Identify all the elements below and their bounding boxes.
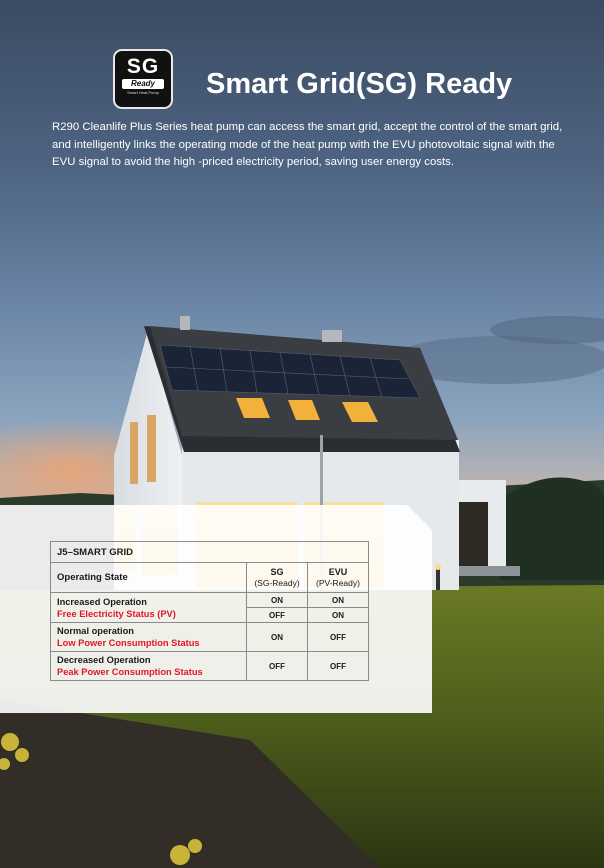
evu-value: ON [308,593,369,608]
row-status: Low Power Consumption Status [57,638,200,648]
table-caption: J5–SMART GRID [51,542,369,563]
row-name: Normal operation [57,626,134,636]
header-sg-sub: (SG-Ready) [254,577,300,588]
header-evu-label: EVU [328,566,348,577]
row-name: Increased Operation [57,596,147,607]
table-row [51,652,369,681]
row-label-cell [51,652,247,681]
header-sg-label: SG [270,566,284,577]
sg-value: ON [247,623,308,652]
smart-grid-table [50,541,369,681]
table-header-row [51,563,369,593]
sg-value: ON [247,593,308,608]
header-evu-sub: (PV-Ready) [316,577,360,588]
table-row [51,623,369,652]
table-row [51,593,369,608]
table-caption-row [51,542,369,563]
row-label-cell [51,623,247,652]
sg-value: OFF [247,608,308,623]
logo-subtext: Smart Heat Pump [127,90,159,95]
sg-ready-logo [113,49,173,109]
logo-sg-text: SG [126,55,160,78]
evu-value: OFF [308,623,369,652]
header-operating-state: Operating State [51,563,247,593]
evu-value: ON [308,608,369,623]
intro-paragraph: R290 Cleanlife Plus Series heat pump can access the smart grid, accept the control of the smart grid, and intelligently links the operating mode of the heat pump with the EVU photovoltaic signal with the EVU signal to avoid the high -priced electricity period, saving user energy costs. [52,121,563,168]
sg-value: OFF [247,652,308,681]
row-name: Decreased Operation [57,655,151,665]
row-status: Free Electricity Status (PV) [57,608,176,619]
evu-value: OFF [308,652,369,681]
header-sg [247,563,308,593]
header-evu [308,563,369,593]
logo-ready-text: Ready [122,79,164,89]
page-title: Smart Grid(SG) Ready [206,68,513,100]
row-status: Peak Power Consumption Status [57,667,203,677]
row-label-cell [51,593,247,623]
